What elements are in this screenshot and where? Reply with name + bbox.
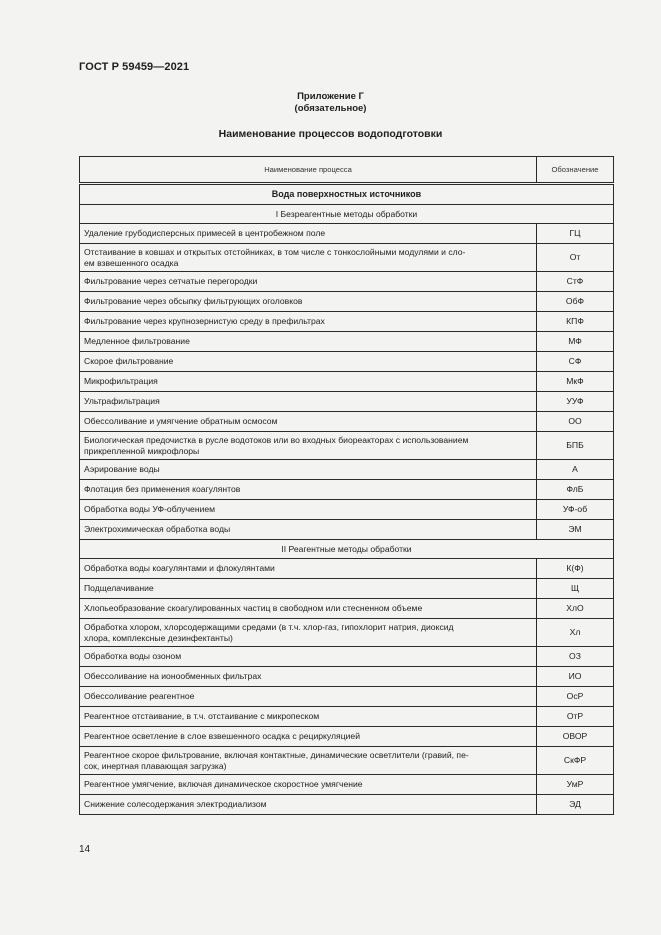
process-name-cell: Фильтрование через сетчатые перегородки <box>80 272 537 292</box>
process-code-cell: СкФР <box>537 747 614 775</box>
appendix-heading <box>0 91 661 115</box>
process-code-cell: УмР <box>537 775 614 795</box>
process-code-cell: КПФ <box>537 312 614 332</box>
process-name-cell: Снижение солесодержания электродиализом <box>80 795 537 815</box>
table-row <box>80 500 614 520</box>
process-code-cell: ИО <box>537 667 614 687</box>
process-name-cell: Ультрафильтрация <box>80 392 537 412</box>
process-name-cell: Медленное фильтрование <box>80 332 537 352</box>
process-code-cell: Хл <box>537 619 614 647</box>
table-header-row <box>80 157 614 184</box>
process-name-cell: Аэрирование воды <box>80 460 537 480</box>
appendix-status: (обязательное) <box>294 103 367 114</box>
process-code-cell: СтФ <box>537 272 614 292</box>
process-code-cell: ОВОР <box>537 727 614 747</box>
column-header-process: Наименование процесса <box>80 157 537 184</box>
process-code-cell: УУФ <box>537 392 614 412</box>
process-name-cell: Удаление грубодисперсных примесей в центробежном поле <box>80 224 537 244</box>
section-heading: Вода поверхностных источников <box>80 184 614 205</box>
table-body <box>80 184 614 815</box>
process-code-cell: ГЦ <box>537 224 614 244</box>
table-row <box>80 272 614 292</box>
table-row <box>80 332 614 352</box>
table-row <box>80 667 614 687</box>
process-name-cell: Подщелачивание <box>80 579 537 599</box>
process-name-cell: Реагентное скорое фильтрование, включая контактные, динамические осветлители (гравий, пе- сок, инертная плавающая загрузка) <box>80 747 537 775</box>
table-row <box>80 224 614 244</box>
table-row <box>80 775 614 795</box>
process-name-cell: Реагентное осветление в слое взвешенного осадка с рециркуляцией <box>80 727 537 747</box>
process-code-cell: УФ-об <box>537 500 614 520</box>
table-row <box>80 460 614 480</box>
process-code-cell: ХлО <box>537 599 614 619</box>
table-row <box>80 292 614 312</box>
page-title: Наименование процессов водоподготовки <box>218 128 443 140</box>
group-heading-non-reagent: I Безреагентные методы обработки <box>80 205 614 224</box>
group-heading-reagent: II Реагентные методы обработки <box>80 540 614 559</box>
process-name-cell: Обработка воды озоном <box>80 647 537 667</box>
section-row <box>80 184 614 205</box>
table-row <box>80 559 614 579</box>
process-code-cell: А <box>537 460 614 480</box>
process-code-cell: ЭД <box>537 795 614 815</box>
table-row <box>80 244 614 272</box>
process-code-cell: БПБ <box>537 432 614 460</box>
processes-table <box>79 156 614 815</box>
appendix-title: Приложение Г <box>297 91 364 102</box>
page-number: 14 <box>79 844 91 855</box>
table-row <box>80 619 614 647</box>
process-name-cell: Обессоливание на ионообменных фильтрах <box>80 667 537 687</box>
process-name-cell: Обработка воды УФ-облучением <box>80 500 537 520</box>
process-name-cell: Реагентное умягчение, включая динамическое скоростное умягчение <box>80 775 537 795</box>
group-row <box>80 540 614 559</box>
process-name-cell: Микрофильтрация <box>80 372 537 392</box>
process-name-cell: Отстаивание в ковшах и открытых отстойниках, в том числе с тонкослойными модулями и сло- ем взвешенного осадка <box>80 244 537 272</box>
table-row <box>80 687 614 707</box>
table-row <box>80 795 614 815</box>
table-row <box>80 599 614 619</box>
table-row <box>80 412 614 432</box>
table-row <box>80 520 614 540</box>
table-row <box>80 432 614 460</box>
table-row <box>80 480 614 500</box>
process-name-cell: Флотация без применения коагулянтов <box>80 480 537 500</box>
table-row <box>80 647 614 667</box>
process-name-cell: Биологическая предочистка в русле водотоков или во входных биореакторах с использованием прикрепленной микрофлоры <box>80 432 537 460</box>
process-name-cell: Фильтрование через обсыпку фильтрующих оголовков <box>80 292 537 312</box>
process-name-cell: Обработка воды коагулянтами и флокулянтами <box>80 559 537 579</box>
process-code-cell: От <box>537 244 614 272</box>
table-row <box>80 747 614 775</box>
process-code-cell: ЭМ <box>537 520 614 540</box>
process-code-cell: ОтР <box>537 707 614 727</box>
document-code: ГОСТ Р 59459—2021 <box>79 61 190 73</box>
process-code-cell: ФлБ <box>537 480 614 500</box>
table-row <box>80 312 614 332</box>
process-name-cell: Хлопьеобразование скоагулированных частиц в свободном или стесненном объеме <box>80 599 537 619</box>
process-name-cell: Реагентное отстаивание, в т.ч. отстаивание с микропеском <box>80 707 537 727</box>
process-code-cell: Щ <box>537 579 614 599</box>
process-name-cell: Обработка хлором, хлорсодержащими средами (в т.ч. хлор-газ, гипохлорит натрия, диоксид хлора, комплексные дезинфектанты) <box>80 619 537 647</box>
process-name-cell: Обессоливание и умягчение обратным осмосом <box>80 412 537 432</box>
process-name-cell: Фильтрование через крупнозернистую среду в префильтрах <box>80 312 537 332</box>
process-code-cell: МкФ <box>537 372 614 392</box>
column-header-code: Обозначение <box>537 157 614 184</box>
process-code-cell: ОЗ <box>537 647 614 667</box>
process-code-cell: МФ <box>537 332 614 352</box>
table-row <box>80 727 614 747</box>
process-code-cell: ОО <box>537 412 614 432</box>
process-name-cell: Электрохимическая обработка воды <box>80 520 537 540</box>
table-row <box>80 579 614 599</box>
table-row <box>80 392 614 412</box>
process-name-cell: Скорое фильтрование <box>80 352 537 372</box>
process-code-cell: ОсР <box>537 687 614 707</box>
process-code-cell: ОбФ <box>537 292 614 312</box>
process-code-cell: СФ <box>537 352 614 372</box>
table-row <box>80 372 614 392</box>
process-name-cell: Обессоливание реагентное <box>80 687 537 707</box>
table-row <box>80 707 614 727</box>
group-row <box>80 205 614 224</box>
process-code-cell: К(Ф) <box>537 559 614 579</box>
table-row <box>80 352 614 372</box>
